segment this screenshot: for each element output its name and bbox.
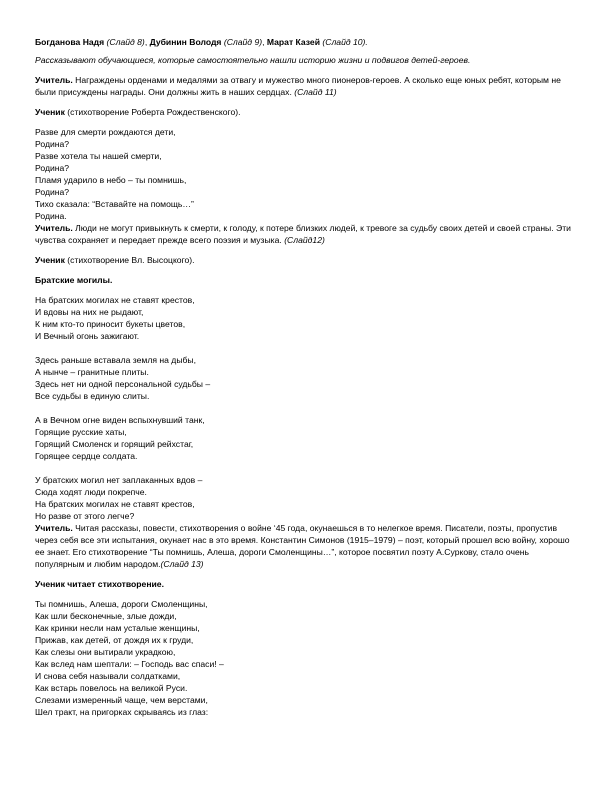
teacher-paragraph-3 — [35, 522, 580, 570]
poem-line: Все судьбы в единую слиты. — [35, 391, 150, 401]
poem-line: Родина. — [35, 211, 67, 221]
poem-rozhdestvensky — [35, 126, 580, 222]
student-reads-title: Ученик читает стихотворение. — [35, 579, 164, 589]
teacher-text: Читая рассказы, повести, стихотворения о войне ‘45 года, окунаешься в то нелегкое время. Писатели, поэты, пропустив через себя все эти испытания, окунает нас в это время. Константин Симонов (1915–1979) – поэт, который прошел всю войну, хорошо ее знает. Его стихотворение “Ты помнишь, Алеша, дороги Смоленщины…”, которое посвятил поэту А.Суркову, стало очень популярным и любим народом. — [35, 523, 570, 569]
slide-ref-11: (Слайд 11) — [294, 87, 337, 97]
poem-title-text: Братские могилы. — [35, 275, 113, 285]
poem-line: А в Вечном огне виден вспыхнувший танк, — [35, 415, 205, 425]
poem-line: К ним кто-то приносит букеты цветов, — [35, 319, 186, 329]
slide-ref-13: (Слайд 13) — [160, 559, 204, 569]
poem-line: На братских могилах не ставят крестов, — [35, 295, 195, 305]
teacher-text: Люди не могут привыкнуть к смерти, к голоду, к потере близких людей, к тревоге за судьбу своих детей и своей страны. Эти чувства сохраняет и передает прежде всего поэзия и музыка. — [35, 223, 571, 245]
stanza-gap — [35, 342, 580, 354]
poem-line: Ты помнишь, Алеша, дороги Смоленщины, — [35, 599, 208, 609]
heroes-heading: Богданова Надя (Слайд 8), Дубинин Володя (Слайд 9), Марат Казей (Слайд 10). — [35, 37, 368, 47]
slide-ref-12: (Слайд12) — [284, 235, 325, 245]
student-note: (стихотворение Роберта Рождественского). — [67, 107, 241, 117]
hero-name-bogdanova: Богданова Надя — [35, 37, 105, 47]
hero-name-kazei: Марат Казей — [266, 37, 320, 47]
teacher-text: Награждены орденами и медалями за отвагу и мужество много пионеров-героев. А сколько еще юных ребят, которым не были присуждены награды. Они должны жить в наших сердцах. — [35, 75, 561, 97]
stanza-gap — [35, 402, 580, 414]
poem-line: Сюда ходят люди покрепче. — [35, 487, 147, 497]
slide-ref-9: (Слайд 9) — [223, 37, 263, 47]
poem-line: Как слезы они вытирали украдкою, — [35, 647, 176, 657]
stanza-gap — [35, 462, 580, 474]
poem-line: Здесь нет ни одной персональной судьбы – — [35, 379, 211, 389]
poem-line: Слезами измеренный чаще, чем верстами, — [35, 695, 208, 705]
poem-line: Разве для смерти рождаются дети, — [35, 127, 176, 137]
teacher-label: Учитель. — [35, 223, 73, 233]
slide-ref-10: (Слайд 10). — [322, 37, 368, 47]
poem-line: Разве хотела ты нашей смерти, — [35, 151, 162, 161]
poem-bratskie-mogily — [35, 294, 580, 522]
poem-line: А нынче – гранитные плиты. — [35, 367, 149, 377]
student-heading-2 — [35, 254, 580, 266]
poem-line: Родина? — [35, 163, 70, 173]
poem-line: Как шли бесконечные, злые дожди, — [35, 611, 177, 621]
teacher-label: Учитель. — [35, 75, 73, 85]
teacher-paragraph-2 — [35, 222, 580, 246]
poem-line: Родина? — [35, 187, 70, 197]
poem-line: На братских могилах не ставят крестов, — [35, 499, 195, 509]
poem-simonov — [35, 598, 580, 718]
poem-line: Горящие русские хаты, — [35, 427, 127, 437]
poem-line: Тихо сказала: “Вставайте на помощь…” — [35, 199, 194, 209]
poem-line: Прижав, как детей, от дождя их к груди, — [35, 635, 194, 645]
student-note: (стихотворение Вл. Высоцкого). — [67, 255, 195, 265]
student-label: Ученик — [35, 255, 65, 265]
intro-paragraph — [35, 54, 580, 66]
intro-text: Рассказывают обучающиеся, которые самостоятельно нашли историю жизни и подвигов детей-героев. — [35, 55, 471, 65]
poem-title — [35, 274, 580, 286]
poem-line: И снова себя называли солдатками, — [35, 671, 181, 681]
student-heading-3 — [35, 578, 580, 590]
teacher-label: Учитель. — [35, 523, 73, 533]
student-heading-1 — [35, 106, 580, 118]
poem-line: И Вечный огонь зажигают. — [35, 331, 140, 341]
poem-line: Как встарь повелось на великой Руси. — [35, 683, 188, 693]
poem-line: Как вслед нам шептали: – Господь вас спаси! – — [35, 659, 224, 669]
poem-line: Горящее сердце солдата. — [35, 451, 138, 461]
slide-ref-8: (Слайд 8) — [106, 37, 145, 47]
poem-line: Горящий Смоленск и горящий рейхстаг, — [35, 439, 194, 449]
poem-line: Родина? — [35, 139, 70, 149]
document-body — [35, 36, 580, 718]
hero-name-dubinin: Дубинин Володя — [149, 37, 222, 47]
poem-line: Здесь раньше вставала земля на дыбы, — [35, 355, 196, 365]
teacher-paragraph-1 — [35, 74, 580, 98]
poem-line: Но разве от этого легче? — [35, 511, 135, 521]
student-label: Ученик — [35, 107, 65, 117]
poem-line: Шел тракт, на пригорках скрываясь из глаз: — [35, 707, 209, 717]
poem-line: Пламя ударило в небо – ты помнишь, — [35, 175, 187, 185]
poem-line: У братских могил нет заплаканных вдов – — [35, 475, 203, 485]
poem-line: И вдовы на них не рыдают, — [35, 307, 144, 317]
poem-line: Как кринки несли нам усталые женщины, — [35, 623, 200, 633]
